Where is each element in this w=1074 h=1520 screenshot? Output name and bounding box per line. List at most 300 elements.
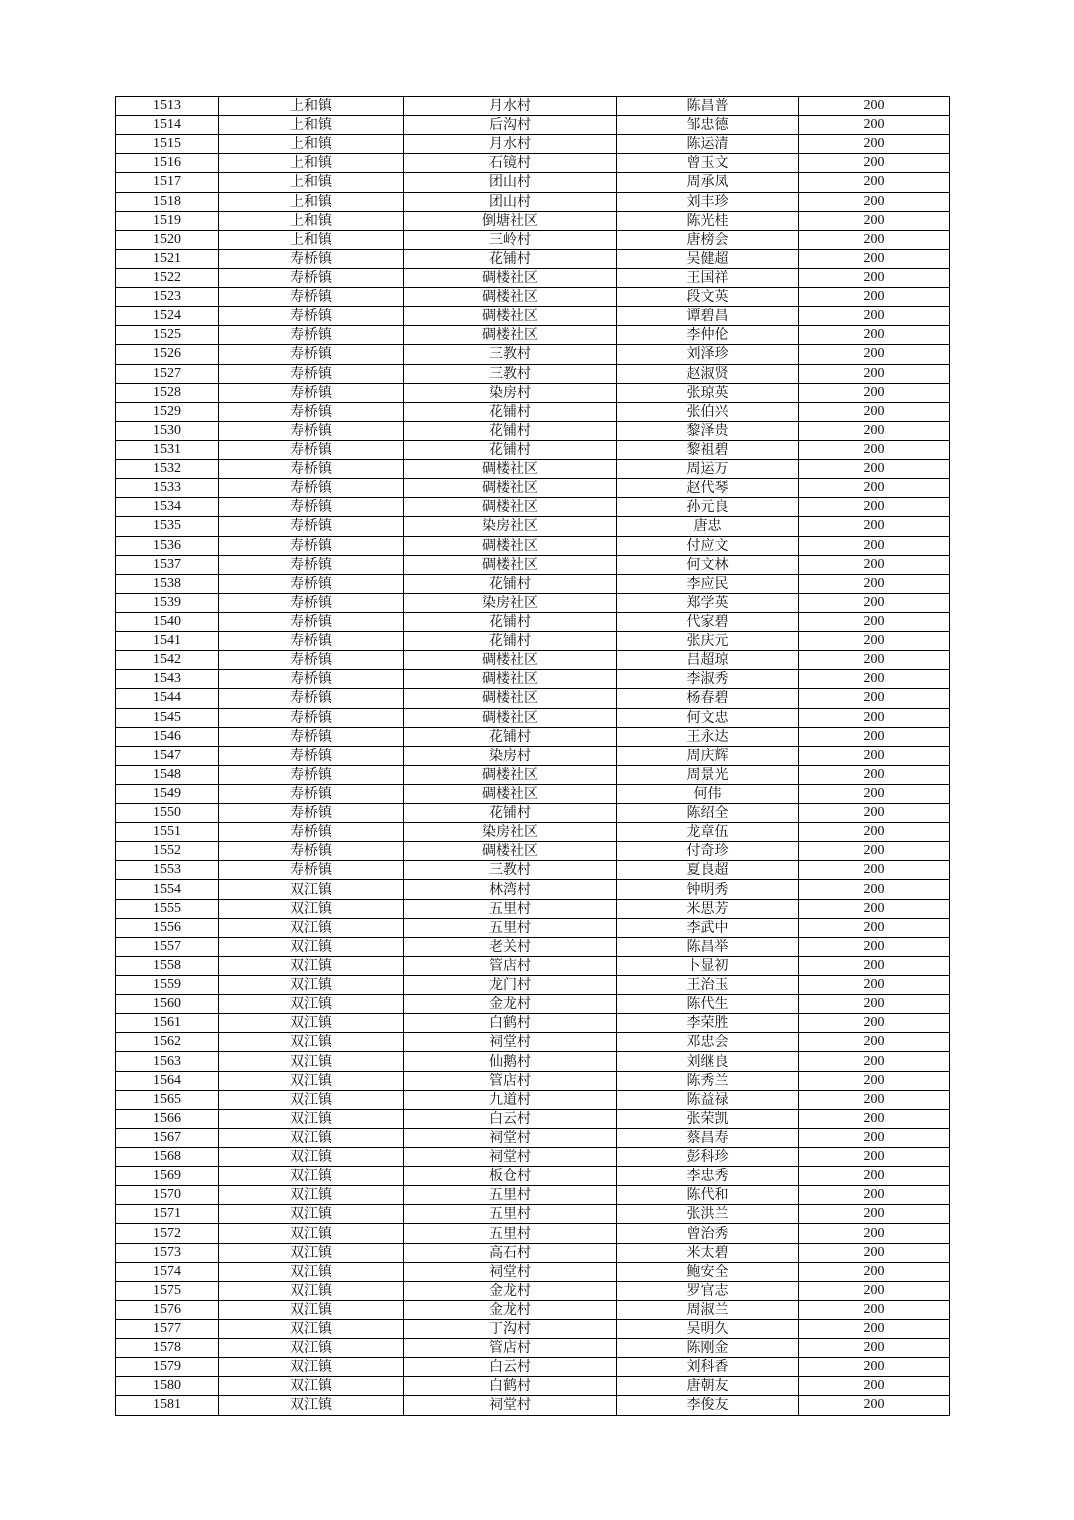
village-cell: 染房社区 <box>404 593 617 612</box>
serial-number-cell: 1580 <box>116 1377 219 1396</box>
town-cell: 寿桥镇 <box>219 804 404 823</box>
village-cell: 染房社区 <box>404 517 617 536</box>
serial-number-cell: 1574 <box>116 1262 219 1281</box>
serial-number-cell: 1516 <box>116 154 219 173</box>
name-cell: 周淑兰 <box>617 1300 799 1319</box>
village-cell: 染房村 <box>404 383 617 402</box>
name-cell: 李武中 <box>617 918 799 937</box>
table-row <box>116 1377 950 1396</box>
name-cell: 李忠秀 <box>617 1167 799 1186</box>
town-cell: 双江镇 <box>219 1205 404 1224</box>
town-cell: 双江镇 <box>219 976 404 995</box>
amount-cell: 200 <box>799 746 950 765</box>
village-cell: 花铺村 <box>404 249 617 268</box>
table-row <box>116 1033 950 1052</box>
serial-number-cell: 1536 <box>116 536 219 555</box>
table-row <box>116 1262 950 1281</box>
serial-number-cell: 1525 <box>116 326 219 345</box>
table-row <box>116 116 950 135</box>
table-row <box>116 345 950 364</box>
town-cell: 寿桥镇 <box>219 402 404 421</box>
name-cell: 周景光 <box>617 765 799 784</box>
amount-cell: 200 <box>799 97 950 116</box>
name-cell: 吴明久 <box>617 1320 799 1339</box>
town-cell: 双江镇 <box>219 1033 404 1052</box>
village-cell: 管店村 <box>404 1071 617 1090</box>
table-row <box>116 288 950 307</box>
town-cell: 双江镇 <box>219 1339 404 1358</box>
village-cell: 倒塘社区 <box>404 211 617 230</box>
village-cell: 染房村 <box>404 746 617 765</box>
village-cell: 花铺村 <box>404 632 617 651</box>
town-cell: 寿桥镇 <box>219 708 404 727</box>
town-cell: 寿桥镇 <box>219 651 404 670</box>
town-cell: 上和镇 <box>219 135 404 154</box>
name-cell: 李仲伦 <box>617 326 799 345</box>
table-row <box>116 1358 950 1377</box>
amount-cell: 200 <box>799 1377 950 1396</box>
village-cell: 三教村 <box>404 364 617 383</box>
table-row <box>116 1167 950 1186</box>
village-cell: 花铺村 <box>404 574 617 593</box>
amount-cell: 200 <box>799 116 950 135</box>
amount-cell: 200 <box>799 1358 950 1377</box>
amount-cell: 200 <box>799 995 950 1014</box>
table-row <box>116 995 950 1014</box>
town-cell: 双江镇 <box>219 1262 404 1281</box>
amount-cell: 200 <box>799 1320 950 1339</box>
town-cell: 寿桥镇 <box>219 574 404 593</box>
table-row <box>116 421 950 440</box>
town-cell: 双江镇 <box>219 1167 404 1186</box>
amount-cell: 200 <box>799 804 950 823</box>
village-cell: 老关村 <box>404 937 617 956</box>
amount-cell: 200 <box>799 1052 950 1071</box>
amount-cell: 200 <box>799 230 950 249</box>
name-cell: 曾治秀 <box>617 1224 799 1243</box>
name-cell: 李应民 <box>617 574 799 593</box>
amount-cell: 200 <box>799 1281 950 1300</box>
name-cell: 王国祥 <box>617 268 799 287</box>
name-cell: 刘科香 <box>617 1358 799 1377</box>
town-cell: 双江镇 <box>219 1128 404 1147</box>
name-cell: 陈运清 <box>617 135 799 154</box>
name-cell: 王永达 <box>617 727 799 746</box>
name-cell: 张洪兰 <box>617 1205 799 1224</box>
table-row <box>116 823 950 842</box>
name-cell: 周庆辉 <box>617 746 799 765</box>
amount-cell: 200 <box>799 1109 950 1128</box>
village-cell: 月水村 <box>404 97 617 116</box>
table-row <box>116 383 950 402</box>
town-cell: 双江镇 <box>219 1358 404 1377</box>
town-cell: 双江镇 <box>219 1148 404 1167</box>
serial-number-cell: 1554 <box>116 880 219 899</box>
serial-number-cell: 1578 <box>116 1339 219 1358</box>
village-cell: 花铺村 <box>404 727 617 746</box>
amount-cell: 200 <box>799 593 950 612</box>
amount-cell: 200 <box>799 765 950 784</box>
village-cell: 高石村 <box>404 1243 617 1262</box>
amount-cell: 200 <box>799 1071 950 1090</box>
amount-cell: 200 <box>799 1014 950 1033</box>
serial-number-cell: 1537 <box>116 555 219 574</box>
amount-cell: 200 <box>799 268 950 287</box>
serial-number-cell: 1547 <box>116 746 219 765</box>
town-cell: 双江镇 <box>219 1243 404 1262</box>
serial-number-cell: 1546 <box>116 727 219 746</box>
serial-number-cell: 1563 <box>116 1052 219 1071</box>
table-row <box>116 479 950 498</box>
serial-number-cell: 1523 <box>116 288 219 307</box>
name-cell: 李淑秀 <box>617 670 799 689</box>
village-cell: 碉楼社区 <box>404 670 617 689</box>
roster-table-body <box>116 97 950 1416</box>
name-cell: 刘继良 <box>617 1052 799 1071</box>
town-cell: 寿桥镇 <box>219 670 404 689</box>
amount-cell: 200 <box>799 1224 950 1243</box>
name-cell: 陈光桂 <box>617 211 799 230</box>
serial-number-cell: 1576 <box>116 1300 219 1319</box>
town-cell: 双江镇 <box>219 1224 404 1243</box>
serial-number-cell: 1559 <box>116 976 219 995</box>
serial-number-cell: 1570 <box>116 1186 219 1205</box>
amount-cell: 200 <box>799 1148 950 1167</box>
town-cell: 双江镇 <box>219 899 404 918</box>
name-cell: 段文英 <box>617 288 799 307</box>
name-cell: 陈秀兰 <box>617 1071 799 1090</box>
name-cell: 邹忠德 <box>617 116 799 135</box>
name-cell: 谭碧昌 <box>617 307 799 326</box>
name-cell: 周运万 <box>617 460 799 479</box>
town-cell: 寿桥镇 <box>219 593 404 612</box>
table-row <box>116 956 950 975</box>
town-cell: 寿桥镇 <box>219 460 404 479</box>
serial-number-cell: 1551 <box>116 823 219 842</box>
name-cell: 龙章伍 <box>617 823 799 842</box>
town-cell: 寿桥镇 <box>219 288 404 307</box>
amount-cell: 200 <box>799 1339 950 1358</box>
village-cell: 碉楼社区 <box>404 708 617 727</box>
amount-cell: 200 <box>799 899 950 918</box>
table-row <box>116 1109 950 1128</box>
town-cell: 寿桥镇 <box>219 479 404 498</box>
serial-number-cell: 1558 <box>116 956 219 975</box>
serial-number-cell: 1526 <box>116 345 219 364</box>
amount-cell: 200 <box>799 1033 950 1052</box>
table-row <box>116 1339 950 1358</box>
amount-cell: 200 <box>799 976 950 995</box>
table-row <box>116 899 950 918</box>
name-cell: 何文忠 <box>617 708 799 727</box>
village-cell: 碉楼社区 <box>404 651 617 670</box>
village-cell: 白云村 <box>404 1358 617 1377</box>
table-row <box>116 727 950 746</box>
town-cell: 寿桥镇 <box>219 555 404 574</box>
village-cell: 三教村 <box>404 861 617 880</box>
amount-cell: 200 <box>799 536 950 555</box>
name-cell: 米思芳 <box>617 899 799 918</box>
town-cell: 寿桥镇 <box>219 536 404 555</box>
village-cell: 后沟村 <box>404 116 617 135</box>
village-cell: 五里村 <box>404 918 617 937</box>
name-cell: 黎泽贵 <box>617 421 799 440</box>
name-cell: 卜显初 <box>617 956 799 975</box>
town-cell: 寿桥镇 <box>219 861 404 880</box>
table-row <box>116 1090 950 1109</box>
village-cell: 金龙村 <box>404 1281 617 1300</box>
table-row <box>116 1128 950 1147</box>
amount-cell: 200 <box>799 708 950 727</box>
serial-number-cell: 1524 <box>116 307 219 326</box>
name-cell: 鲍安全 <box>617 1262 799 1281</box>
town-cell: 双江镇 <box>219 937 404 956</box>
village-cell: 白鹤村 <box>404 1014 617 1033</box>
name-cell: 陈昌普 <box>617 97 799 116</box>
amount-cell: 200 <box>799 364 950 383</box>
town-cell: 上和镇 <box>219 154 404 173</box>
name-cell: 杨春碧 <box>617 689 799 708</box>
amount-cell: 200 <box>799 460 950 479</box>
table-row <box>116 230 950 249</box>
serial-number-cell: 1515 <box>116 135 219 154</box>
amount-cell: 200 <box>799 632 950 651</box>
town-cell: 寿桥镇 <box>219 517 404 536</box>
amount-cell: 200 <box>799 1396 950 1415</box>
name-cell: 米太碧 <box>617 1243 799 1262</box>
village-cell: 碉楼社区 <box>404 326 617 345</box>
amount-cell: 200 <box>799 918 950 937</box>
village-cell: 花铺村 <box>404 440 617 459</box>
serial-number-cell: 1548 <box>116 765 219 784</box>
village-cell: 染房社区 <box>404 823 617 842</box>
town-cell: 上和镇 <box>219 211 404 230</box>
name-cell: 付奇珍 <box>617 842 799 861</box>
table-row <box>116 765 950 784</box>
serial-number-cell: 1557 <box>116 937 219 956</box>
town-cell: 寿桥镇 <box>219 326 404 345</box>
serial-number-cell: 1550 <box>116 804 219 823</box>
amount-cell: 200 <box>799 1186 950 1205</box>
table-row <box>116 307 950 326</box>
serial-number-cell: 1552 <box>116 842 219 861</box>
serial-number-cell: 1565 <box>116 1090 219 1109</box>
serial-number-cell: 1561 <box>116 1014 219 1033</box>
name-cell: 郑学英 <box>617 593 799 612</box>
table-row <box>116 135 950 154</box>
serial-number-cell: 1568 <box>116 1148 219 1167</box>
amount-cell: 200 <box>799 173 950 192</box>
town-cell: 双江镇 <box>219 880 404 899</box>
table-row <box>116 861 950 880</box>
amount-cell: 200 <box>799 1167 950 1186</box>
name-cell: 唐榜会 <box>617 230 799 249</box>
village-cell: 五里村 <box>404 1186 617 1205</box>
table-row <box>116 440 950 459</box>
serial-number-cell: 1529 <box>116 402 219 421</box>
amount-cell: 200 <box>799 1262 950 1281</box>
town-cell: 寿桥镇 <box>219 746 404 765</box>
amount-cell: 200 <box>799 574 950 593</box>
amount-cell: 200 <box>799 937 950 956</box>
town-cell: 寿桥镇 <box>219 727 404 746</box>
village-cell: 碉楼社区 <box>404 784 617 803</box>
name-cell: 夏良超 <box>617 861 799 880</box>
serial-number-cell: 1544 <box>116 689 219 708</box>
name-cell: 唐忠 <box>617 517 799 536</box>
name-cell: 吕超琼 <box>617 651 799 670</box>
table-row <box>116 1014 950 1033</box>
town-cell: 寿桥镇 <box>219 842 404 861</box>
serial-number-cell: 1571 <box>116 1205 219 1224</box>
village-cell: 碉楼社区 <box>404 479 617 498</box>
name-cell: 钟明秀 <box>617 880 799 899</box>
table-row <box>116 804 950 823</box>
name-cell: 罗官志 <box>617 1281 799 1300</box>
name-cell: 代家碧 <box>617 612 799 631</box>
amount-cell: 200 <box>799 249 950 268</box>
town-cell: 双江镇 <box>219 1014 404 1033</box>
table-row <box>116 1224 950 1243</box>
village-cell: 碉楼社区 <box>404 689 617 708</box>
village-cell: 碉楼社区 <box>404 536 617 555</box>
amount-cell: 200 <box>799 402 950 421</box>
table-row <box>116 632 950 651</box>
village-cell: 祠堂村 <box>404 1128 617 1147</box>
table-row <box>116 842 950 861</box>
town-cell: 寿桥镇 <box>219 364 404 383</box>
village-cell: 碉楼社区 <box>404 460 617 479</box>
serial-number-cell: 1541 <box>116 632 219 651</box>
serial-number-cell: 1522 <box>116 268 219 287</box>
town-cell: 双江镇 <box>219 956 404 975</box>
amount-cell: 200 <box>799 421 950 440</box>
name-cell: 李俊友 <box>617 1396 799 1415</box>
village-cell: 碉楼社区 <box>404 555 617 574</box>
amount-cell: 200 <box>799 440 950 459</box>
serial-number-cell: 1556 <box>116 918 219 937</box>
town-cell: 寿桥镇 <box>219 345 404 364</box>
name-cell: 刘丰珍 <box>617 192 799 211</box>
town-cell: 上和镇 <box>219 192 404 211</box>
town-cell: 双江镇 <box>219 1090 404 1109</box>
amount-cell: 200 <box>799 956 950 975</box>
village-cell: 碉楼社区 <box>404 307 617 326</box>
table-row <box>116 880 950 899</box>
town-cell: 寿桥镇 <box>219 249 404 268</box>
name-cell: 陈代和 <box>617 1186 799 1205</box>
table-row <box>116 1396 950 1415</box>
town-cell: 寿桥镇 <box>219 440 404 459</box>
serial-number-cell: 1549 <box>116 784 219 803</box>
amount-cell: 200 <box>799 1205 950 1224</box>
table-row <box>116 1205 950 1224</box>
amount-cell: 200 <box>799 670 950 689</box>
town-cell: 寿桥镇 <box>219 784 404 803</box>
village-cell: 白鹤村 <box>404 1377 617 1396</box>
town-cell: 寿桥镇 <box>219 307 404 326</box>
table-row <box>116 1281 950 1300</box>
town-cell: 双江镇 <box>219 1052 404 1071</box>
serial-number-cell: 1532 <box>116 460 219 479</box>
amount-cell: 200 <box>799 154 950 173</box>
village-cell: 五里村 <box>404 1224 617 1243</box>
name-cell: 陈益禄 <box>617 1090 799 1109</box>
serial-number-cell: 1514 <box>116 116 219 135</box>
table-row <box>116 670 950 689</box>
table-row <box>116 211 950 230</box>
village-cell: 管店村 <box>404 956 617 975</box>
town-cell: 上和镇 <box>219 173 404 192</box>
village-cell: 团山村 <box>404 192 617 211</box>
table-row <box>116 1320 950 1339</box>
serial-number-cell: 1528 <box>116 383 219 402</box>
table-row <box>116 268 950 287</box>
town-cell: 寿桥镇 <box>219 383 404 402</box>
town-cell: 寿桥镇 <box>219 632 404 651</box>
serial-number-cell: 1520 <box>116 230 219 249</box>
table-row <box>116 536 950 555</box>
table-row <box>116 746 950 765</box>
village-cell: 碉楼社区 <box>404 288 617 307</box>
table-row <box>116 593 950 612</box>
name-cell: 唐朝友 <box>617 1377 799 1396</box>
village-cell: 管店村 <box>404 1339 617 1358</box>
serial-number-cell: 1521 <box>116 249 219 268</box>
village-cell: 花铺村 <box>404 804 617 823</box>
village-cell: 花铺村 <box>404 612 617 631</box>
serial-number-cell: 1572 <box>116 1224 219 1243</box>
table-row <box>116 517 950 536</box>
town-cell: 双江镇 <box>219 1377 404 1396</box>
amount-cell: 200 <box>799 326 950 345</box>
town-cell: 寿桥镇 <box>219 421 404 440</box>
town-cell: 双江镇 <box>219 918 404 937</box>
village-cell: 花铺村 <box>404 421 617 440</box>
table-row <box>116 97 950 116</box>
table-row <box>116 1148 950 1167</box>
amount-cell: 200 <box>799 612 950 631</box>
amount-cell: 200 <box>799 861 950 880</box>
amount-cell: 200 <box>799 1128 950 1147</box>
table-row <box>116 937 950 956</box>
table-row <box>116 918 950 937</box>
amount-cell: 200 <box>799 1300 950 1319</box>
table-row <box>116 154 950 173</box>
serial-number-cell: 1555 <box>116 899 219 918</box>
table-row <box>116 708 950 727</box>
village-cell: 仙鹅村 <box>404 1052 617 1071</box>
village-cell: 金龙村 <box>404 1300 617 1319</box>
village-cell: 碉楼社区 <box>404 498 617 517</box>
village-cell: 碉楼社区 <box>404 842 617 861</box>
amount-cell: 200 <box>799 784 950 803</box>
serial-number-cell: 1531 <box>116 440 219 459</box>
town-cell: 双江镇 <box>219 1186 404 1205</box>
serial-number-cell: 1545 <box>116 708 219 727</box>
serial-number-cell: 1513 <box>116 97 219 116</box>
table-row <box>116 326 950 345</box>
serial-number-cell: 1518 <box>116 192 219 211</box>
name-cell: 邓忠会 <box>617 1033 799 1052</box>
village-cell: 林湾村 <box>404 880 617 899</box>
serial-number-cell: 1560 <box>116 995 219 1014</box>
town-cell: 双江镇 <box>219 1396 404 1415</box>
amount-cell: 200 <box>799 689 950 708</box>
table-row <box>116 555 950 574</box>
amount-cell: 200 <box>799 1090 950 1109</box>
name-cell: 付应文 <box>617 536 799 555</box>
